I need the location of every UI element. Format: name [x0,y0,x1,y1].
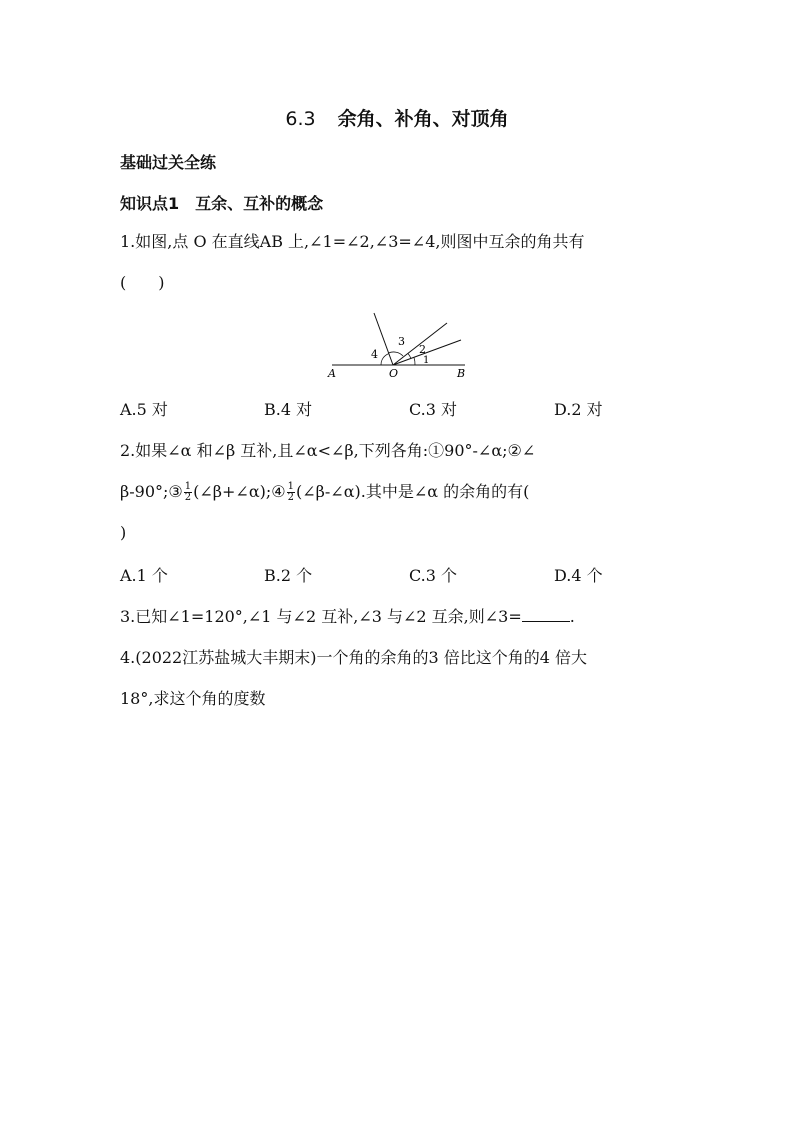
question-1-option-b: B.4 对 [264,400,313,419]
figure-label-1: 1 [423,355,430,366]
answer-blank [522,607,570,622]
question-2-part-c: (∠β-∠α).其中是∠α 的余角的有( [296,482,530,501]
question-2-option-c: C.3 个 [409,566,458,585]
page-title [0,104,794,131]
fraction-one-half-2: $\frac{1}{2}$ [287,481,294,503]
question-1-text: 1.如图,点 O 在直线AB 上,∠1=∠2,∠3=∠4,则图中互余的角共有 [120,232,585,251]
question-2-line-2 [120,482,529,503]
fraction-one-half: $\frac{1}{2}$ [184,481,192,503]
knowledge-point-heading: 知识点1 互余、互补的概念 [120,194,324,213]
question-1-option-d: D.2 对 [554,400,603,419]
figure-label-4: 4 [371,348,378,361]
question-1-answer-paren: ( ) [120,273,165,292]
section-heading: 基础过关全练 [120,153,217,172]
question-4-line-1: 4.(2022江苏盐城大丰期末)一个角的余角的3 倍比这个角的4 倍大 [120,648,588,667]
question-2-line-1: 2.如果∠α 和∠β 互补,且∠α<∠β,下列各角:①90°-∠α;②∠ [120,441,536,460]
title-text: 余角、补角、对顶角 [337,108,509,130]
question-2-option-a: A.1 个 [120,566,168,585]
figure-label-o: O [389,367,399,380]
question-2-line-3: ) [120,523,127,542]
angle-arc-4 [381,354,389,365]
question-2-part-a: β-90°;③ [120,482,183,501]
question-1-figure [325,306,475,380]
angle-arc-2 [408,354,411,359]
figure-label-a: A [328,367,336,380]
figure-label-3: 3 [398,335,405,348]
question-2-option-b: B.2 个 [264,566,313,585]
question-1-option-a: A.5 对 [120,400,168,419]
figure-label-b: B [457,367,466,380]
figure-label-2: 2 [419,343,426,356]
angle-arc-1 [414,358,415,366]
question-3-text: 3.已知∠1=120°,∠1 与∠2 互补,∠3 与∠2 互余,则∠3= . [120,607,575,626]
section-number: 6.3 [285,108,316,130]
question-2-option-d: D.4 个 [554,566,603,585]
angle-arc-3 [389,352,404,356]
question-2-part-b: (∠β+∠α);④ [193,482,286,501]
question-1-option-c: C.3 对 [409,400,458,419]
question-4-line-2: 18°,求这个角的度数 [120,689,266,708]
